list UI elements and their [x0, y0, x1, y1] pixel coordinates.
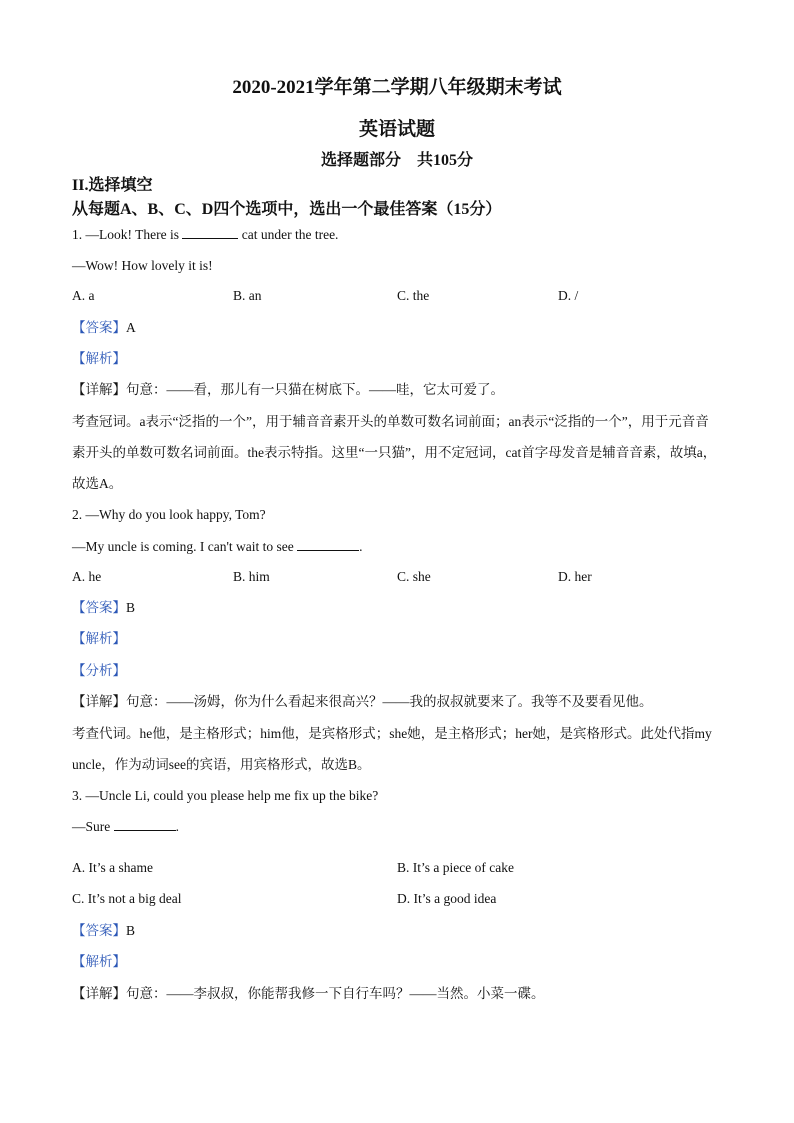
section-heading: II.选择填空: [72, 177, 153, 194]
answer-value: B: [126, 600, 136, 615]
analysis-tag: 【解析】: [72, 351, 126, 366]
question-1-line-2: —Wow! How lovely it is!: [72, 258, 213, 273]
question-1-option-b: B. an: [233, 288, 262, 303]
detail-tag: 【详解】: [72, 694, 126, 709]
question-3-option-b: B. It’s a piece of cake: [397, 860, 514, 875]
question-1-option-c: C. the: [397, 288, 430, 303]
fenxi-tag: 【分析】: [72, 663, 126, 678]
answer-value: A: [126, 320, 136, 335]
question-2-option-c: C. she: [397, 569, 431, 584]
question-2-text-post: .: [359, 539, 363, 554]
question-1-text-post: cat under the tree.: [238, 227, 339, 242]
question-1-blank: [182, 226, 238, 239]
question-1-line-1: [72, 226, 338, 244]
detail-tag: 【详解】: [72, 382, 126, 397]
question-2-text-pre: —My uncle is coming. I can't wait to see: [72, 539, 298, 554]
detail-text: 句意：——李叔叔，你能帮我修一下自行车吗？——当然。小菜一碟。: [126, 986, 545, 1001]
question-1-option-d: D. /: [558, 288, 579, 303]
question-3-answer: [72, 922, 135, 940]
question-3-text-pre: —Sure: [72, 819, 114, 834]
question-3-line-2: [72, 818, 179, 836]
exam-subtitle: 英语试题: [358, 119, 435, 140]
answer-tag: 【答案】: [72, 320, 126, 335]
question-3-line-1: 3. —Uncle Li, could you please help me fix up the bike?: [72, 788, 379, 803]
question-3-option-d: D. It’s a good idea: [397, 891, 497, 906]
question-3-detail: [72, 985, 545, 1003]
answer-tag: 【答案】: [72, 600, 126, 615]
exam-title: 2020-2021学年第二学期八年级期末考试: [232, 77, 562, 98]
question-3-blank: [114, 818, 176, 831]
question-3-option-c: C. It’s not a big deal: [72, 891, 182, 906]
question-2-detail: [72, 693, 653, 711]
analysis-tag: 【解析】: [72, 631, 126, 646]
question-3-analysis: [72, 953, 126, 971]
part-heading: 选择题部分 共105分: [320, 152, 473, 169]
detail-tag: 【详解】: [72, 986, 126, 1001]
question-2-line-2: [72, 538, 363, 556]
question-3-text-post: .: [175, 819, 179, 834]
question-1-analysis: [72, 350, 126, 368]
question-2-explanation: 考查代词。he他，是主格形式；him他，是宾格形式；she她，是主格形式；her她，是宾格形式。此处代指my uncle，作为动词see的宾语，用宾格形式，故选B。: [72, 726, 712, 772]
question-1-explanation: 考查冠词。a表示“泛指的一个”，用于辅音音素开头的单数可数名词前面；an表示“泛指的一个”，用于元音音素开头的单数可数名词前面。the表示特指。这里“一只猫”，用不定冠词，cat首字母发音是辅音音素，故填a，故选A。: [72, 414, 717, 491]
question-1-text-pre: 1. —Look! There is: [72, 227, 183, 242]
question-2-analysis: [72, 630, 126, 648]
section-instruction: 从每题A、B、C、D四个选项中，选出一个最佳答案（15分）: [72, 201, 502, 218]
answer-value: B: [126, 923, 136, 938]
answer-tag: 【答案】: [72, 923, 126, 938]
question-2-option-d: D. her: [558, 569, 592, 584]
question-2-line-1: 2. —Why do you look happy, Tom?: [72, 507, 266, 522]
question-3-option-a: A. It’s a shame: [72, 860, 153, 875]
question-1-option-a: A. a: [72, 288, 95, 303]
question-2-fenxi: [72, 662, 126, 680]
analysis-tag: 【解析】: [72, 954, 126, 969]
detail-text: 句意：——汤姆，你为什么看起来很高兴？——我的叔叔就要来了。我等不及要看见他。: [126, 694, 653, 709]
question-2-option-b: B. him: [233, 569, 270, 584]
question-1-answer: [72, 319, 136, 337]
question-2-blank: [297, 538, 359, 551]
question-2-answer: [72, 599, 135, 617]
question-2-option-a: A. he: [72, 569, 102, 584]
detail-text: 句意：——看，那儿有一只猫在树底下。——哇，它太可爱了。: [126, 382, 504, 397]
question-1-detail: [72, 381, 504, 399]
